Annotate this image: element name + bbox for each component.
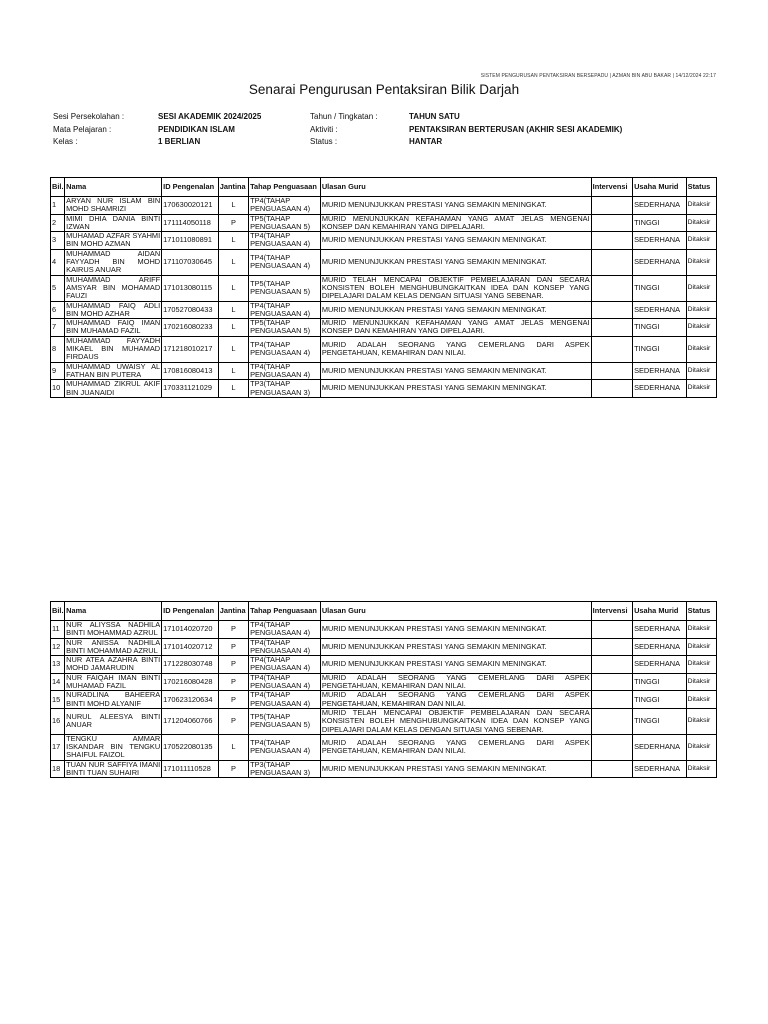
row-status: Ditaksir bbox=[686, 760, 716, 778]
table-row bbox=[51, 638, 717, 656]
row-ulasan-guru: MURID MENUNJUKKAN PRESTASI YANG SEMAKIN MENINGKAT. bbox=[320, 760, 591, 778]
row-usaha-murid: SEDERHANA bbox=[633, 301, 687, 319]
row-id-pengenalan: 170527080433 bbox=[162, 301, 219, 319]
row-usaha-murid: SEDERHANA bbox=[633, 249, 687, 275]
header-tahap: Tahap Penguasaan bbox=[249, 602, 321, 621]
mata-pelajaran-value: PENDIDIKAN ISLAM bbox=[158, 124, 235, 134]
row-bil: 12 bbox=[51, 638, 65, 656]
row-intervensi bbox=[591, 362, 632, 380]
row-status: Ditaksir bbox=[686, 708, 716, 734]
row-ulasan-guru: MURID MENUNJUKKAN PRESTASI YANG SEMAKIN MENINGKAT. bbox=[320, 232, 591, 250]
row-id-pengenalan: 171218010217 bbox=[162, 336, 219, 362]
header-jantina: Jantina bbox=[218, 602, 248, 621]
status-value: HANTAR bbox=[409, 137, 443, 146]
row-intervensi bbox=[591, 214, 632, 232]
kelas-label: Kelas : bbox=[53, 137, 78, 146]
header-ulasan: Ulasan Guru bbox=[320, 178, 591, 197]
row-jantina: P bbox=[218, 673, 248, 691]
row-bil: 16 bbox=[51, 708, 65, 734]
row-ulasan-guru: MURID MENUNJUKKAN PRESTASI YANG SEMAKIN MENINGKAT. bbox=[320, 380, 591, 398]
table-row bbox=[51, 319, 717, 337]
row-usaha-murid: SEDERHANA bbox=[633, 638, 687, 656]
row-intervensi bbox=[591, 301, 632, 319]
row-status: Ditaksir bbox=[686, 638, 716, 656]
aktiviti-value: PENTAKSIRAN BERTERUSAN (AKHIR SESI AKADEMIK) bbox=[409, 124, 623, 134]
table-row bbox=[51, 621, 717, 639]
row-id-pengenalan: 170331121029 bbox=[162, 380, 219, 398]
row-status: Ditaksir bbox=[686, 380, 716, 398]
row-nama: MIMI DHIA DANIA BINTI IZWAN bbox=[66, 214, 161, 231]
header-id: ID Pengenalan bbox=[162, 602, 219, 621]
row-ulasan-guru: MURID ADALAH SEORANG YANG CEMERLANG DARI ASPEK PENGETAHUAN, KEMAHIRAN DAN NILAI. bbox=[320, 336, 591, 362]
meta-row bbox=[53, 136, 733, 149]
row-status: Ditaksir bbox=[686, 197, 716, 215]
page-title: Senarai Pengurusan Pentaksiran Bilik Darjah bbox=[248, 82, 520, 97]
row-jantina: P bbox=[218, 691, 248, 709]
row-jantina: L bbox=[218, 362, 248, 380]
row-usaha-murid: TINGGI bbox=[633, 673, 687, 691]
row-status: Ditaksir bbox=[686, 621, 716, 639]
row-tahap-penguasaan: TP4(TAHAP PENGUASAAN 4) bbox=[249, 197, 321, 215]
row-usaha-murid: TINGGI bbox=[633, 214, 687, 232]
row-ulasan-guru: MURID TELAH MENCAPAI OBJEKTIF PEMBELAJARAN DAN SECARA KONSISTEN BOLEH MENGHUBUNGKAITKAN IDEA DAN KONSEP YANG DIPELAJARI DALAM KELAS DENGAN SITUASI YANG SEBENAR. bbox=[321, 275, 590, 301]
kelas-value: 1 BERLIAN bbox=[158, 137, 201, 146]
row-tahap-penguasaan: TP3(TAHAP PENGUASAAN 3) bbox=[249, 760, 321, 778]
row-bil: 1 bbox=[51, 197, 65, 215]
header-intervensi: Intervensi bbox=[591, 602, 632, 621]
table-row bbox=[51, 734, 717, 760]
header-intervensi: Intervensi bbox=[591, 178, 632, 197]
row-bil: 8 bbox=[51, 336, 65, 362]
row-bil: 18 bbox=[51, 760, 65, 778]
row-bil: 2 bbox=[51, 214, 65, 232]
row-usaha-murid: SEDERHANA bbox=[633, 621, 687, 639]
row-ulasan-guru: MURID ADALAH SEORANG YANG CEMERLANG DARI ASPEK PENGETAHUAN, KEMAHIRAN DAN NILAI. bbox=[320, 734, 591, 760]
row-usaha-murid: TINGGI bbox=[633, 319, 687, 337]
row-intervensi bbox=[591, 656, 632, 674]
row-nama: NURADLINA BAHEERA BINTI MOHD ALYANIF bbox=[66, 690, 161, 708]
row-intervensi bbox=[591, 336, 632, 362]
table-header-row bbox=[51, 602, 717, 621]
header-id: ID Pengenalan bbox=[162, 178, 219, 197]
row-jantina: P bbox=[218, 656, 248, 674]
table-header-row bbox=[51, 178, 717, 197]
table-row bbox=[51, 197, 717, 215]
row-id-pengenalan: 170216080233 bbox=[162, 319, 219, 337]
row-nama: TUAN NUR SAFFIYA IMANI BINTI TUAN SUHAIRI bbox=[66, 760, 161, 778]
row-jantina: P bbox=[218, 214, 248, 232]
table-body bbox=[51, 197, 717, 398]
row-status: Ditaksir bbox=[686, 214, 716, 232]
row-ulasan-guru: MURID TELAH MENCAPAI OBJEKTIF PEMBELAJARAN DAN SECARA KONSISTEN BOLEH MENGHUBUNGKAITKAN IDEA DAN KONSEP YANG DIPELAJARI DALAM KELAS DENGAN SITUASI YANG SEBENAR. bbox=[321, 708, 590, 734]
row-tahap-penguasaan: TP4(TAHAP PENGUASAAN 4) bbox=[249, 336, 321, 362]
header-bil: Bil. bbox=[51, 178, 65, 197]
row-bil: 14 bbox=[51, 673, 65, 691]
row-jantina: L bbox=[218, 275, 248, 301]
table-row bbox=[51, 362, 717, 380]
sesi-label: Sesi Persekolahan : bbox=[53, 112, 125, 121]
row-nama: MUHAMMAD ZIKRUL AKIF BIN JUANAIDI bbox=[66, 379, 161, 397]
row-id-pengenalan: 171014020720 bbox=[162, 621, 219, 639]
row-id-pengenalan: 171014020712 bbox=[162, 638, 219, 656]
row-ulasan-guru: MURID MENUNJUKKAN KEFAHAMAN YANG AMAT JELAS MENGENAI KONSEP DAN KEMAHIRAN YANG DIPELAJARI. bbox=[321, 214, 590, 231]
row-usaha-murid: SEDERHANA bbox=[633, 734, 687, 760]
row-jantina: P bbox=[218, 638, 248, 656]
row-tahap-penguasaan: TP4(TAHAP PENGUASAAN 4) bbox=[249, 734, 321, 760]
header-ulasan: Ulasan Guru bbox=[320, 602, 591, 621]
header-tahap: Tahap Penguasaan bbox=[249, 178, 321, 197]
row-bil: 6 bbox=[51, 301, 65, 319]
row-bil: 4 bbox=[51, 249, 65, 275]
row-usaha-murid: SEDERHANA bbox=[633, 232, 687, 250]
row-tahap-penguasaan: TP4(TAHAP PENGUASAAN 4) bbox=[249, 621, 321, 639]
header-usaha: Usaha Murid bbox=[633, 178, 687, 197]
row-tahap-penguasaan: TP4(TAHAP PENGUASAAN 4) bbox=[249, 232, 321, 250]
row-nama: MUHAMMAD FAIQ IMAN BIN MUHAMAD FAZIL bbox=[66, 318, 161, 336]
table-row bbox=[51, 380, 717, 398]
table-row bbox=[51, 214, 717, 232]
row-usaha-murid: SEDERHANA bbox=[633, 362, 687, 380]
meta-info bbox=[53, 111, 733, 149]
row-id-pengenalan: 170630020121 bbox=[162, 197, 219, 215]
row-nama: MUHAMMAD FAIQ ADLI BIN MOHD AZHAR bbox=[66, 301, 161, 318]
row-intervensi bbox=[591, 275, 632, 301]
row-tahap-penguasaan: TP4(TAHAP PENGUASAAN 4) bbox=[249, 691, 321, 709]
row-tahap-penguasaan: TP5(TAHAP PENGUASAAN 5) bbox=[249, 214, 321, 232]
row-status: Ditaksir bbox=[686, 673, 716, 691]
row-nama: MUHAMMAD AIDAN FAYYADH BIN MOHD KAIRUS ANUAR bbox=[66, 249, 161, 275]
row-tahap-penguasaan: TP4(TAHAP PENGUASAAN 4) bbox=[249, 656, 321, 674]
row-bil: 17 bbox=[51, 734, 65, 760]
table-body bbox=[51, 621, 717, 778]
row-tahap-penguasaan: TP4(TAHAP PENGUASAAN 4) bbox=[249, 249, 321, 275]
table-row bbox=[51, 691, 717, 709]
row-id-pengenalan: 171204060766 bbox=[162, 708, 219, 734]
row-jantina: L bbox=[218, 301, 248, 319]
row-usaha-murid: TINGGI bbox=[633, 708, 687, 734]
row-status: Ditaksir bbox=[686, 275, 716, 301]
row-ulasan-guru: MURID MENUNJUKKAN PRESTASI YANG SEMAKIN MENINGKAT. bbox=[320, 197, 591, 215]
header-status: Status bbox=[686, 602, 716, 621]
table-row bbox=[51, 336, 717, 362]
row-jantina: L bbox=[218, 336, 248, 362]
row-status: Ditaksir bbox=[686, 656, 716, 674]
tahun-label: Tahun / Tingkatan : bbox=[310, 112, 378, 121]
row-status: Ditaksir bbox=[686, 301, 716, 319]
row-status: Ditaksir bbox=[686, 249, 716, 275]
row-intervensi bbox=[591, 708, 632, 734]
meta-row bbox=[53, 124, 733, 137]
sesi-value: SESI AKADEMIK 2024/2025 bbox=[158, 112, 262, 121]
row-nama: MUHAMMAD ARIFF AMSYAR BIN MOHAMAD FAUZI bbox=[66, 275, 161, 301]
row-status: Ditaksir bbox=[686, 734, 716, 760]
row-intervensi bbox=[591, 638, 632, 656]
student-table-1 bbox=[50, 177, 717, 398]
table-row bbox=[51, 673, 717, 691]
row-intervensi bbox=[591, 673, 632, 691]
row-intervensi bbox=[591, 760, 632, 778]
header-status: Status bbox=[686, 178, 716, 197]
row-tahap-penguasaan: TP4(TAHAP PENGUASAAN 4) bbox=[249, 362, 321, 380]
aktiviti-label: Aktiviti : bbox=[310, 124, 338, 134]
row-status: Ditaksir bbox=[686, 362, 716, 380]
row-intervensi bbox=[591, 232, 632, 250]
row-jantina: L bbox=[218, 734, 248, 760]
row-intervensi bbox=[591, 319, 632, 337]
row-jantina: L bbox=[218, 232, 248, 250]
row-jantina: P bbox=[218, 708, 248, 734]
row-tahap-penguasaan: TP4(TAHAP PENGUASAAN 4) bbox=[249, 301, 321, 319]
row-jantina: P bbox=[218, 621, 248, 639]
row-ulasan-guru: MURID MENUNJUKKAN PRESTASI YANG SEMAKIN MENINGKAT. bbox=[320, 621, 591, 639]
row-intervensi bbox=[591, 734, 632, 760]
row-tahap-penguasaan: TP5(TAHAP PENGUASAAN 5) bbox=[249, 275, 321, 301]
row-intervensi bbox=[591, 197, 632, 215]
row-usaha-murid: SEDERHANA bbox=[633, 197, 687, 215]
row-usaha-murid: TINGGI bbox=[633, 275, 687, 301]
row-intervensi bbox=[591, 691, 632, 709]
row-nama: NUR ALIYSSA NADHILA BINTI MOHAMMAD AZRUL bbox=[66, 620, 161, 638]
row-status: Ditaksir bbox=[686, 691, 716, 709]
tahun-value: TAHUN SATU bbox=[409, 112, 460, 121]
row-bil: 7 bbox=[51, 319, 65, 337]
row-nama: NURUL ALEESYA BINTI ANUAR bbox=[65, 708, 162, 734]
table-row bbox=[51, 708, 717, 734]
row-id-pengenalan: 171013080115 bbox=[162, 275, 219, 301]
row-id-pengenalan: 171011110528 bbox=[162, 760, 219, 778]
row-nama: MUHAMAD AZFAR SYAHMI BIN MOHD AZMAN bbox=[66, 231, 161, 249]
header-nama: Nama bbox=[65, 602, 162, 621]
row-status: Ditaksir bbox=[686, 336, 716, 362]
table-row bbox=[51, 760, 717, 778]
row-ulasan-guru: MURID ADALAH SEORANG YANG CEMERLANG DARI ASPEK PENGETAHUAN, KEMAHIRAN DAN NILAI. bbox=[321, 673, 590, 691]
row-usaha-murid: TINGGI bbox=[633, 691, 687, 709]
row-id-pengenalan: 170522080135 bbox=[162, 734, 219, 760]
row-nama: TENGKU AMMAR ISKANDAR BIN TENGKU SHAIFUL FAIZOL bbox=[66, 734, 161, 760]
row-usaha-murid: SEDERHANA bbox=[633, 656, 687, 674]
row-ulasan-guru: MURID MENUNJUKKAN PRESTASI YANG SEMAKIN MENINGKAT. bbox=[320, 638, 591, 656]
row-id-pengenalan: 170216080428 bbox=[162, 673, 219, 691]
student-table-2 bbox=[50, 601, 717, 778]
row-bil: 10 bbox=[51, 380, 65, 398]
row-id-pengenalan: 170816080413 bbox=[162, 362, 219, 380]
row-id-pengenalan: 171011080891 bbox=[162, 232, 219, 250]
row-intervensi bbox=[591, 621, 632, 639]
row-status: Ditaksir bbox=[686, 232, 716, 250]
row-usaha-murid: SEDERHANA bbox=[633, 760, 687, 778]
row-ulasan-guru: MURID MENUNJUKKAN PRESTASI YANG SEMAKIN MENINGKAT. bbox=[320, 656, 591, 674]
row-tahap-penguasaan: TP5(TAHAP PENGUASAAN 5) bbox=[249, 708, 321, 734]
row-status: Ditaksir bbox=[686, 319, 716, 337]
row-ulasan-guru: MURID ADALAH SEORANG YANG CEMERLANG DARI ASPEK PENGETAHUAN, KEMAHIRAN DAN NILAI. bbox=[321, 690, 590, 708]
table-row bbox=[51, 301, 717, 319]
table-row bbox=[51, 232, 717, 250]
header-usaha: Usaha Murid bbox=[633, 602, 687, 621]
meta-row bbox=[53, 111, 733, 124]
row-nama: MUHAMMAD UWAISY AL FATHAN BIN PUTERA bbox=[66, 362, 161, 379]
row-jantina: L bbox=[218, 197, 248, 215]
header-jantina: Jantina bbox=[218, 178, 248, 197]
row-tahap-penguasaan: TP3(TAHAP PENGUASAAN 3) bbox=[249, 380, 321, 398]
row-id-pengenalan: 171114050118 bbox=[162, 214, 219, 232]
row-nama: MUHAMMAD FAYYADH MIKAEL BIN MUHAMAD FIRDAUS bbox=[66, 336, 161, 362]
row-nama: NUR ATEA AZAHRA BINTI MOHD JAMARUDIN bbox=[66, 655, 161, 673]
status-label: Status : bbox=[310, 137, 338, 146]
row-jantina: P bbox=[218, 760, 248, 778]
row-ulasan-guru: MURID MENUNJUKKAN PRESTASI YANG SEMAKIN MENINGKAT. bbox=[320, 301, 591, 319]
row-bil: 9 bbox=[51, 362, 65, 380]
row-ulasan-guru: MURID MENUNJUKKAN PRESTASI YANG SEMAKIN MENINGKAT. bbox=[320, 249, 591, 275]
row-nama: NUR FAIQAH IMAN BINTI MUHAMAD FAZIL bbox=[66, 673, 161, 691]
row-usaha-murid: TINGGI bbox=[633, 336, 687, 362]
header-nama: Nama bbox=[65, 178, 162, 197]
row-id-pengenalan: 171107030645 bbox=[162, 249, 219, 275]
table-row bbox=[51, 656, 717, 674]
row-id-pengenalan: 170623120634 bbox=[162, 691, 219, 709]
row-tahap-penguasaan: TP4(TAHAP PENGUASAAN 4) bbox=[249, 638, 321, 656]
row-intervensi bbox=[591, 249, 632, 275]
table-row bbox=[51, 249, 717, 275]
row-bil: 13 bbox=[51, 656, 65, 674]
row-id-pengenalan: 171228030748 bbox=[162, 656, 219, 674]
mata-pelajaran-label: Mata Pelajaran : bbox=[53, 124, 112, 134]
row-nama: NUR ANISSA NADHILA BINTI MOHAMMAD AZRUL bbox=[66, 638, 161, 655]
row-bil: 3 bbox=[51, 232, 65, 250]
row-usaha-murid: SEDERHANA bbox=[633, 380, 687, 398]
table-row bbox=[51, 275, 717, 301]
system-info-line: SISTEM PENGURUSAN PENTAKSIRAN BERSEPADU | AZMAN BIN ABU BAKAR | 14/12/2024 22:17 bbox=[480, 73, 716, 79]
header-bil: Bil. bbox=[51, 602, 65, 621]
row-jantina: L bbox=[218, 249, 248, 275]
row-ulasan-guru: MURID MENUNJUKKAN KEFAHAMAN YANG AMAT JELAS MENGENAI KONSEP DAN KEMAHIRAN YANG DIPELAJARI. bbox=[321, 318, 590, 336]
row-jantina: L bbox=[218, 380, 248, 398]
row-nama: ARYAN NUR ISLAM BIN MOHD SHAMRIZI bbox=[66, 196, 161, 214]
row-ulasan-guru: MURID MENUNJUKKAN PRESTASI YANG SEMAKIN MENINGKAT. bbox=[320, 362, 591, 380]
row-bil: 11 bbox=[51, 621, 65, 639]
row-bil: 15 bbox=[51, 691, 65, 709]
row-jantina: L bbox=[218, 319, 248, 337]
row-tahap-penguasaan: TP5(TAHAP PENGUASAAN 5) bbox=[249, 319, 321, 337]
row-intervensi bbox=[591, 380, 632, 398]
row-tahap-penguasaan: TP4(TAHAP PENGUASAAN 4) bbox=[249, 673, 321, 691]
row-bil: 5 bbox=[51, 275, 65, 301]
